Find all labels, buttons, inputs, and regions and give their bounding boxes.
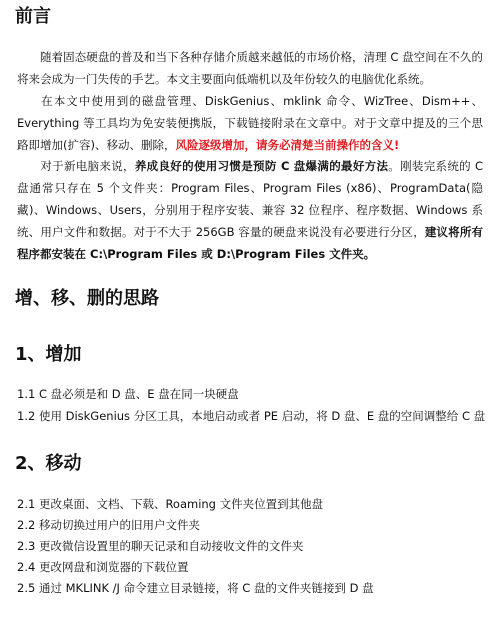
move-heading: 2、移动 bbox=[15, 453, 82, 474]
move-item-2: 2.2 移动切换过用户的旧用户文件夹 bbox=[17, 518, 200, 532]
paragraph-1 bbox=[17, 46, 483, 90]
approach-heading: 增、移、删的思路 bbox=[15, 288, 159, 309]
add-item-1: 1.1 C 盘必须是和 D 盘、E 盘在同一块硬盘 bbox=[17, 387, 239, 401]
paragraph-1-text: 随着固态硬盘的普及和当下各种存储介质越来越低的市场价格，清理 C 盘空间在不久的将来会成为一门失传的手艺。本文主要面向低端机以及年份较久的电脑优化系统。 bbox=[17, 50, 483, 86]
paragraph-3-recommendation: 建议将所有程序都安装在 C:\Program Files 或 D:\Program Files 文件夹。 bbox=[17, 225, 484, 261]
paragraph-2-text: 在本文中使用到的磁盘管理、DiskGenius、mklink 命令、WizTree、Dism++、Everything 等工具均为免安装便携版，下载链接附录在文章中。对于文章中提及的三个思路即增加(扩容)、移动、删除， bbox=[17, 94, 483, 152]
paragraph-3-text-a: 对于新电脑来说， bbox=[40, 159, 135, 173]
paragraph-2 bbox=[17, 90, 483, 156]
paragraph-3 bbox=[17, 155, 483, 265]
add-heading: 1、增加 bbox=[15, 344, 82, 365]
move-item-3: 2.3 更改微信设置里的聊天记录和自动接收文件的文件夹 bbox=[17, 539, 304, 553]
paragraph-3-text-b: 。刚装完系统的 C 盘通常只存在 5 个文件夹：Program Files、Program Files (x86)、ProgramData(隐藏)、Windows、Users，分别用于程序安装、兼容 32 位程序、程序数据、Windows 系统、用户文件和数据。对于不大于 256GB 容量的硬盘来说没有必要进行分区， bbox=[17, 159, 484, 239]
paragraph-3-emphasis: 养成良好的使用习惯是预防 C 盘爆满的最好方法 bbox=[134, 159, 389, 173]
foreword-heading: 前言 bbox=[15, 6, 51, 27]
move-item-1: 2.1 更改桌面、文档、下载、Roaming 文件夹位置到其他盘 bbox=[17, 497, 324, 511]
add-item-2: 1.2 使用 DiskGenius 分区工具，本地启动或者 PE 启动，将 D 盘、E 盘的空间调整给 C 盘 bbox=[17, 409, 486, 423]
risk-warning: 风险逐级增加，请务必清楚当前操作的含义! bbox=[175, 138, 400, 152]
move-item-5: 2.5 通过 MKLINK /J 命令建立目录链接，将 C 盘的文件夹链接到 D 盘 bbox=[17, 581, 374, 595]
move-item-4: 2.4 更改网盘和浏览器的下载位置 bbox=[17, 560, 189, 574]
